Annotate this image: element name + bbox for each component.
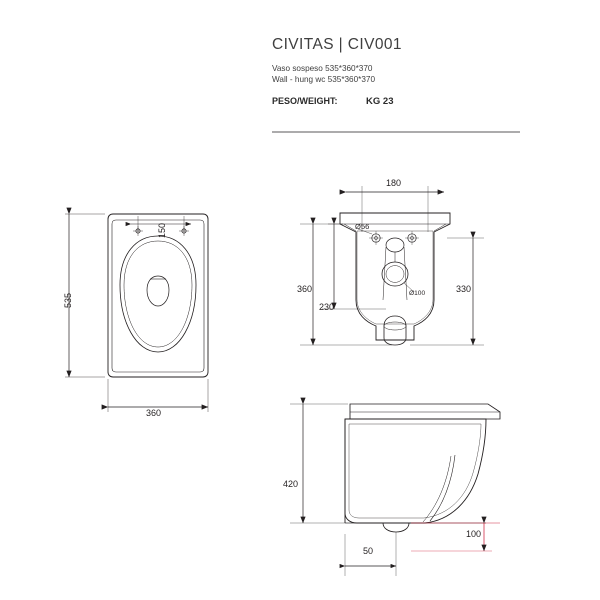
weight-row xyxy=(272,96,572,107)
product-subtitle-en: Wall - hung wc 535*360*370 xyxy=(272,75,376,84)
top-view-drawing xyxy=(65,214,208,412)
title-block xyxy=(272,36,572,107)
dim-front-inner-230: 230 xyxy=(319,302,335,312)
side-view-drawing xyxy=(290,404,500,576)
dim-outlet-diameter-100: Ø100 xyxy=(409,290,426,297)
dim-side-projection-420: 420 xyxy=(283,479,299,489)
dim-front-width-180: 180 xyxy=(386,178,402,188)
dim-top-width-360: 360 xyxy=(146,408,162,418)
dim-top-height-535: 535 xyxy=(63,292,73,308)
front-view-drawing xyxy=(300,186,484,345)
dim-bolt-diameter-56: Ø56 xyxy=(355,222,370,231)
dim-front-height-330: 330 xyxy=(456,284,472,294)
weight-label: PESO/WEIGHT: xyxy=(272,96,338,106)
weight-value: KG 23 xyxy=(366,96,394,107)
dim-side-outlet-100: 100 xyxy=(466,529,482,539)
product-subtitle-it: Vaso sospeso 535*360*370 xyxy=(272,64,373,73)
dim-side-offset-50: 50 xyxy=(363,546,374,556)
dim-bolt-spacing-150: 150 xyxy=(157,222,167,238)
product-title: CIVITAS | CIV001 xyxy=(272,36,402,53)
dim-front-height-360: 360 xyxy=(297,284,313,294)
